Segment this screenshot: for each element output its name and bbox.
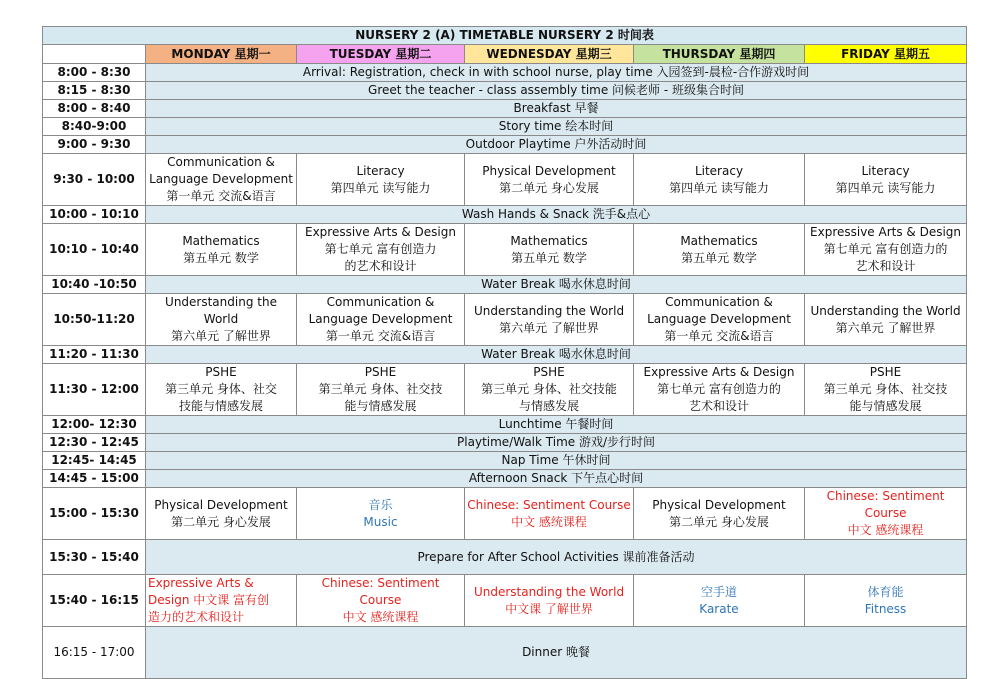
- title-row: [43, 27, 967, 45]
- schedule-row: [43, 206, 967, 224]
- activity-line: Understanding the: [165, 295, 277, 309]
- activity-cell: [297, 154, 465, 206]
- day-header-row: [43, 45, 967, 64]
- activity-line: Expressive Arts & Design: [304, 225, 456, 239]
- day-header-2: TUESDAY 星期二: [297, 45, 465, 64]
- schedule-row: [43, 276, 967, 294]
- activity-line: 艺术和设计: [688, 399, 749, 413]
- activity-line: 体育能: [867, 584, 904, 599]
- activity-span: Dinner 晚餐: [146, 627, 967, 679]
- activity-line: PSHE: [205, 365, 237, 379]
- activity-line: 第二单元 身心发展: [669, 514, 769, 529]
- activity-cell: [146, 575, 297, 627]
- activity-cell: [465, 224, 634, 276]
- activity-line: Physical Development: [154, 497, 288, 512]
- activity-span: Water Break 喝水休息时间: [146, 346, 967, 364]
- activity-line: Fitness: [864, 601, 907, 616]
- activity-span: Nap Time 午休时间: [146, 452, 967, 470]
- activity-span: Arrival: Registration, check in with school nurse, play time 入园签到-晨检-合作游戏时间: [146, 64, 967, 82]
- day-header-4: THURSDAY 星期四: [634, 45, 805, 64]
- activity-line: 第五单元 数学: [681, 250, 757, 265]
- activity-line: Mathematics: [182, 233, 260, 248]
- activity-line: 第五单元 数学: [183, 250, 259, 265]
- activity-line: 第一单元 交流&语言: [325, 329, 436, 343]
- activity-line: 第七单元 富有创造力: [324, 242, 437, 256]
- activity-line: Chinese: Sentiment: [321, 576, 440, 590]
- activity-line: Language Development: [308, 312, 453, 326]
- time-slot: 10:50-11:20: [43, 294, 146, 346]
- time-slot: 10:10 - 10:40: [43, 224, 146, 276]
- time-slot: 15:40 - 16:15: [43, 575, 146, 627]
- activity-cell: [465, 575, 634, 627]
- activity-cell: [805, 154, 967, 206]
- activity-cell: [146, 364, 297, 416]
- activity-line: Chinese: Sentiment Course: [826, 489, 945, 520]
- activity-cell: [297, 488, 465, 540]
- activity-cell: [634, 488, 805, 540]
- activity-line: PSHE: [869, 365, 902, 379]
- activity-line: 与情感发展: [518, 399, 579, 413]
- time-slot: 10:00 - 10:10: [43, 206, 146, 224]
- time-slot: 12:45- 14:45: [43, 452, 146, 470]
- activity-cell: [805, 364, 967, 416]
- time-slot: 8:00 - 8:40: [43, 100, 146, 118]
- activity-cell: [146, 488, 297, 540]
- schedule-row: [43, 364, 967, 416]
- activity-cell: [146, 224, 297, 276]
- activity-cell: [634, 364, 805, 416]
- schedule-row: [43, 627, 967, 679]
- activity-cell: [146, 154, 297, 206]
- time-slot: 9:30 - 10:00: [43, 154, 146, 206]
- time-slot: 16:15 - 17:00: [43, 627, 146, 679]
- activity-cell: [634, 224, 805, 276]
- activity-line: 第六单元 了解世界: [835, 320, 936, 335]
- activity-line: Communication &: [326, 295, 435, 309]
- activity-line: 能与情感发展: [849, 399, 922, 413]
- schedule-row: [43, 100, 967, 118]
- activity-span: Breakfast 早餐: [146, 100, 967, 118]
- activity-span: Lunchtime 午餐时间: [146, 416, 967, 434]
- activity-line: 第四单元 读写能力: [835, 180, 936, 195]
- activity-line: 中文 感统课程: [342, 610, 419, 624]
- activity-cell: [297, 294, 465, 346]
- time-slot: 8:40-9:00: [43, 118, 146, 136]
- schedule-row: [43, 470, 967, 488]
- time-slot: 9:00 - 9:30: [43, 136, 146, 154]
- activity-line: Literacy: [861, 163, 910, 178]
- activity-cell: [465, 294, 634, 346]
- schedule-row: [43, 540, 967, 575]
- timetable-title: NURSERY 2 (A) TIMETABLE NURSERY 2 时间表: [43, 27, 967, 45]
- activity-line: 第六单元 了解世界: [499, 320, 599, 335]
- activity-cell: [805, 488, 967, 540]
- activity-line: Language Development: [149, 172, 293, 186]
- schedule-row: [43, 64, 967, 82]
- activity-line: 第四单元 读写能力: [669, 180, 769, 195]
- schedule-row: [43, 434, 967, 452]
- activity-line: Music: [363, 514, 398, 529]
- activity-line: 第三单元 身体、社交技: [823, 382, 948, 396]
- schedule-row: [43, 118, 967, 136]
- activity-line: 能与情感发展: [344, 399, 417, 413]
- activity-line: Expressive Arts & Design: [810, 225, 962, 239]
- time-slot: 11:20 - 11:30: [43, 346, 146, 364]
- time-slot: 15:30 - 15:40: [43, 540, 146, 575]
- activity-cell: [465, 154, 634, 206]
- schedule-row: [43, 575, 967, 627]
- activity-line: Expressive Arts &: [148, 576, 254, 590]
- activity-span: Story time 绘本时间: [146, 118, 967, 136]
- schedule-row: [43, 452, 967, 470]
- activity-cell: [634, 154, 805, 206]
- schedule-row: [43, 154, 967, 206]
- time-slot: 11:30 - 12:00: [43, 364, 146, 416]
- activity-cell: [805, 575, 967, 627]
- activity-line: 的艺术和设计: [344, 259, 417, 273]
- timetable: [42, 26, 967, 679]
- activity-line: 第二单元 身心发展: [171, 514, 271, 529]
- activity-line: Physical Development: [482, 163, 616, 178]
- schedule-row: [43, 416, 967, 434]
- activity-line: Communication &: [167, 155, 275, 169]
- activity-cell: [634, 294, 805, 346]
- schedule-row: [43, 82, 967, 100]
- day-header-3: WEDNESDAY 星期三: [465, 45, 634, 64]
- activity-line: 造力的艺术和设计: [148, 610, 245, 624]
- activity-line: 第七单元 富有创造力的: [823, 242, 948, 256]
- activity-cell: [805, 294, 967, 346]
- activity-line: 中文 感统课程: [847, 523, 924, 537]
- day-header-5: FRIDAY 星期五: [805, 45, 967, 64]
- activity-cell: [634, 575, 805, 627]
- activity-line: 音乐: [368, 497, 393, 512]
- activity-line: 第一单元 交流&语言: [664, 329, 774, 343]
- activity-cell: [297, 575, 465, 627]
- activity-line: Communication &: [665, 295, 773, 309]
- activity-line: 第一单元 交流&语言: [166, 189, 276, 203]
- time-slot: 15:00 - 15:30: [43, 488, 146, 540]
- activity-line: 第五单元 数学: [511, 250, 587, 265]
- activity-line: 第六单元 了解世界: [171, 329, 271, 343]
- activity-cell: [805, 224, 967, 276]
- activity-line: Design 中文课 富有创: [148, 593, 270, 607]
- activity-span: Outdoor Playtime 户外活动时间: [146, 136, 967, 154]
- time-slot: 8:15 - 8:30: [43, 82, 146, 100]
- activity-line: 第四单元 读写能力: [330, 180, 431, 195]
- time-header-blank: [43, 45, 146, 64]
- activity-line: Course: [359, 593, 402, 607]
- activity-line: PSHE: [364, 365, 397, 379]
- activity-line: Language Development: [647, 312, 791, 326]
- schedule-row: [43, 224, 967, 276]
- activity-cell: [146, 294, 297, 346]
- activity-line: Karate: [699, 601, 739, 616]
- activity-cell: [465, 364, 634, 416]
- activity-line: 中文课 了解世界: [505, 601, 593, 616]
- time-slot: 10:40 -10:50: [43, 276, 146, 294]
- activity-cell: [465, 488, 634, 540]
- schedule-row: [43, 136, 967, 154]
- schedule-row: [43, 488, 967, 540]
- activity-line: 第二单元 身心发展: [499, 180, 599, 195]
- activity-line: 空手道: [700, 584, 737, 599]
- activity-line: Chinese: Sentiment Course: [467, 497, 631, 512]
- activity-line: 技能与情感发展: [178, 399, 263, 413]
- activity-cell: [297, 224, 465, 276]
- time-slot: 8:00 - 8:30: [43, 64, 146, 82]
- activity-span: Greet the teacher - class assembly time 问候老师 - 班级集合时间: [146, 82, 967, 100]
- activity-line: Mathematics: [510, 233, 588, 248]
- activity-line: Physical Development: [652, 497, 786, 512]
- activity-line: Mathematics: [680, 233, 758, 248]
- activity-line: 第三单元 身体、社交技能: [481, 382, 617, 396]
- time-slot: 12:00- 12:30: [43, 416, 146, 434]
- activity-line: Understanding the World: [473, 303, 625, 318]
- time-slot: 12:30 - 12:45: [43, 434, 146, 452]
- activity-line: Expressive Arts & Design: [643, 365, 795, 379]
- activity-line: Literacy: [356, 163, 405, 178]
- activity-span: Playtime/Walk Time 游戏/步行时间: [146, 434, 967, 452]
- activity-line: World: [203, 312, 239, 326]
- schedule-row: [43, 346, 967, 364]
- activity-line: Literacy: [694, 163, 744, 178]
- activity-line: PSHE: [533, 365, 565, 379]
- activity-line: 艺术和设计: [855, 259, 916, 273]
- activity-line: 第三单元 身体、社交: [165, 382, 277, 396]
- activity-span: Afternoon Snack 下午点心时间: [146, 470, 967, 488]
- activity-line: 第三单元 身体、社交技: [318, 382, 443, 396]
- activity-span: Prepare for After School Activities 课前准备活动: [146, 540, 967, 575]
- activity-line: 中文 感统课程: [511, 514, 587, 529]
- day-header-1: MONDAY 星期一: [146, 45, 297, 64]
- activity-span: Water Break 喝水休息时间: [146, 276, 967, 294]
- activity-cell: [297, 364, 465, 416]
- schedule-row: [43, 294, 967, 346]
- time-slot: 14:45 - 15:00: [43, 470, 146, 488]
- activity-line: Understanding the World: [810, 303, 961, 318]
- activity-span: Wash Hands & Snack 洗手&点心: [146, 206, 967, 224]
- activity-line: 第七单元 富有创造力的: [657, 382, 781, 396]
- activity-line: Understanding the World: [473, 584, 625, 599]
